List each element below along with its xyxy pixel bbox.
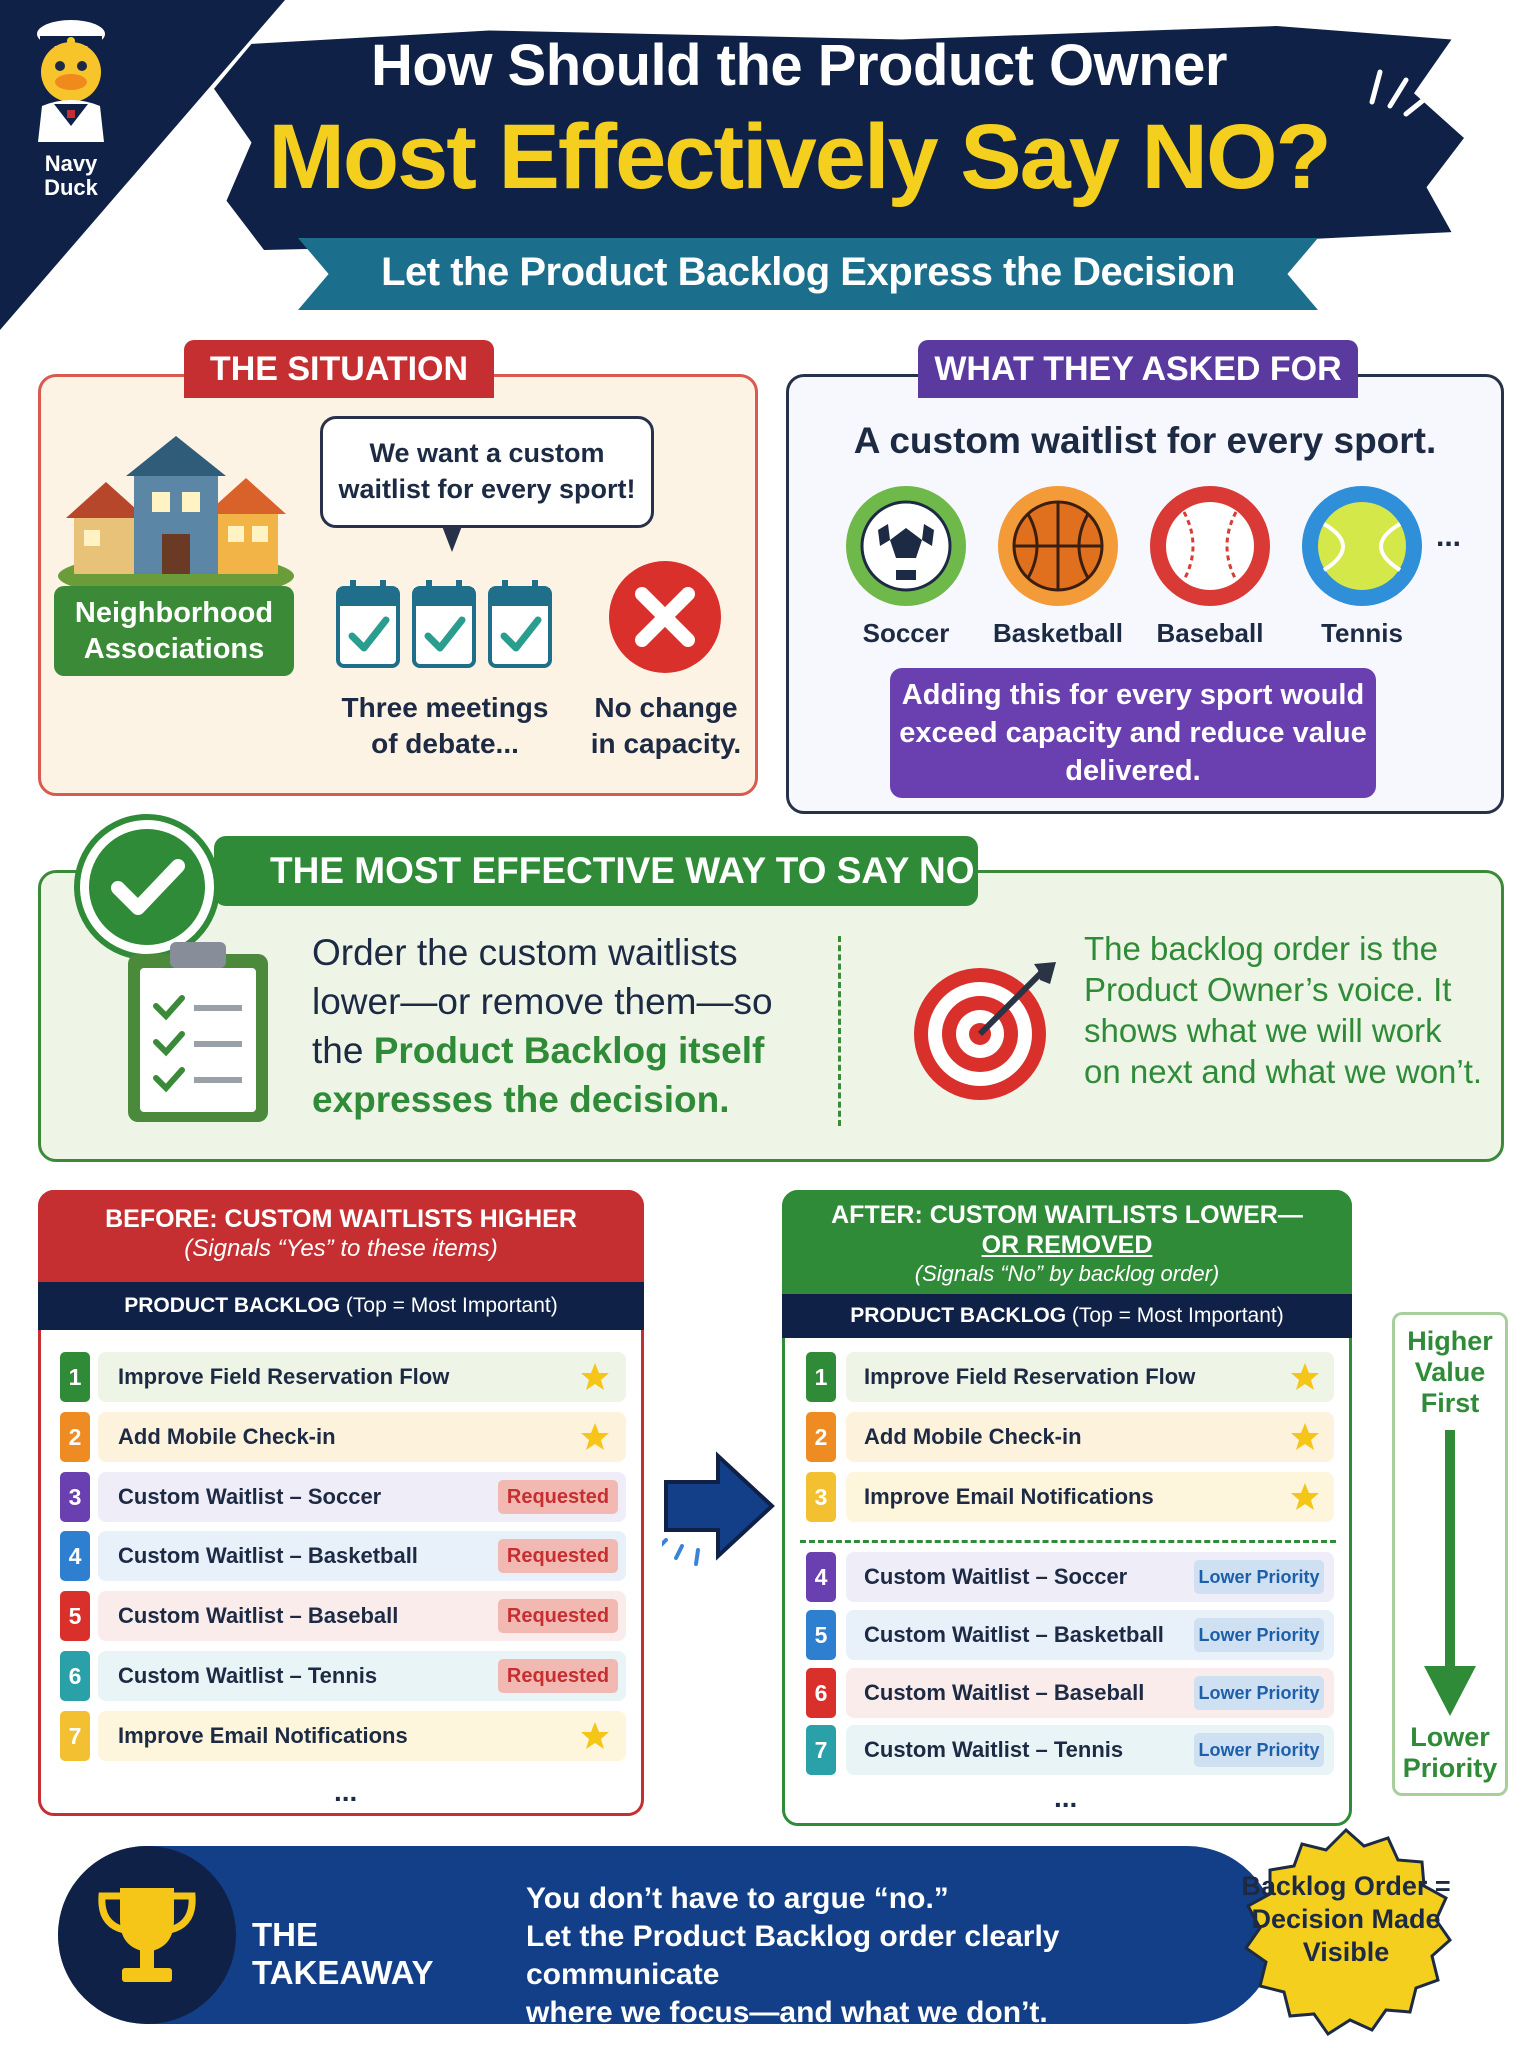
baseball-icon: [1148, 484, 1272, 608]
situation-tab: THE SITUATION: [184, 340, 494, 398]
backlog-item-label: Custom Waitlist – Soccer: [864, 1564, 1128, 1589]
rank-number: 7: [806, 1725, 836, 1775]
emphasis-burst-icon: [1362, 62, 1432, 122]
effective-tab: THE MOST EFFECTIVE WAY TO SAY NO: [214, 836, 978, 906]
takeaway-line2: Let the Product Backlog order clearly communicate: [526, 1920, 1060, 1991]
backlog-item-label: Custom Waitlist – Soccer: [118, 1484, 382, 1509]
priority-cut-divider: [800, 1540, 1336, 1543]
status-badge: Lower Priority: [1194, 1560, 1324, 1594]
asked-tab: WHAT THEY ASKED FOR: [918, 340, 1358, 398]
rank-number: 4: [60, 1531, 90, 1581]
effective-statement-bold: Product Backlog itself expresses the decision.: [312, 1030, 765, 1120]
star-icon: [1290, 1362, 1320, 1392]
calendar-check-icon: [488, 578, 552, 670]
status-badge: Requested: [498, 1659, 618, 1693]
after-backlog-bar: [782, 1294, 1352, 1338]
before-backlog-bar: [38, 1282, 644, 1330]
rank-number: 6: [806, 1668, 836, 1718]
rank-number: 3: [806, 1472, 836, 1522]
takeaway-line1: You don’t have to argue “no.”: [526, 1882, 949, 1915]
rank-number: 1: [806, 1352, 836, 1402]
rank-number: 2: [806, 1412, 836, 1462]
capacity-note: Adding this for every sport would exceed capacity and reduce value delivered.: [890, 668, 1376, 798]
request-speech-bubble: We want a custom waitlist for every sport!: [320, 416, 654, 528]
before-header: [38, 1190, 644, 1282]
check-circle-icon: [74, 814, 220, 960]
after-more-ellipsis: ...: [1054, 1782, 1078, 1813]
rank-number: 6: [60, 1651, 90, 1701]
speech-bubble-tail: [442, 526, 462, 552]
takeaway-text: [526, 1880, 1226, 2032]
duck-mascot-icon: [24, 14, 118, 144]
star-icon: [580, 1362, 610, 1392]
rank-number: 5: [806, 1610, 836, 1660]
star-icon: [580, 1422, 610, 1452]
page-title-line1: How Should the Product Owner: [371, 33, 1227, 98]
star-icon: [1290, 1482, 1320, 1512]
arrow-right-icon: [662, 1450, 776, 1568]
after-signal: (Signals “No” by backlog order): [914, 1261, 1220, 1286]
trophy-icon: [92, 1880, 202, 1990]
rank-number: 1: [60, 1352, 90, 1402]
status-badge: Lower Priority: [1194, 1733, 1324, 1767]
after-bar-bold: PRODUCT BACKLOG: [850, 1304, 1067, 1327]
backlog-item-label: Custom Waitlist – Basketball: [864, 1622, 1164, 1647]
arrow-down-icon: [1420, 1430, 1480, 1720]
neighborhood-associations-label: Neighborhood Associations: [54, 586, 294, 676]
seal-text: Backlog Order = Decision Made Visible: [1241, 1871, 1451, 1967]
rank-number: 5: [60, 1591, 90, 1641]
clipboard-icon: [124, 940, 272, 1126]
backlog-item-label: Add Mobile Check-in: [864, 1424, 1082, 1449]
status-badge: Lower Priority: [1194, 1618, 1324, 1652]
backlog-item-label: Improve Field Reservation Flow: [118, 1364, 450, 1389]
backlog-item-label: Custom Waitlist – Tennis: [118, 1663, 378, 1688]
backlog-item-label: Add Mobile Check-in: [118, 1424, 336, 1449]
calendar-check-icon: [412, 578, 476, 670]
page-subtitle: Let the Product Backlog Express the Decision: [381, 250, 1235, 294]
backlog-item-label: Custom Waitlist – Tennis: [864, 1737, 1124, 1762]
sport-label-soccer: Soccer: [862, 618, 950, 648]
effective-statement-plain: Order the custom waitlists lower—or remove them—so the: [312, 932, 773, 1071]
meetings-caption: Three meetings of debate...: [341, 692, 549, 759]
after-bar-rest: (Top = Most Important): [1066, 1304, 1284, 1327]
before-more-ellipsis: ...: [334, 1776, 358, 1807]
brand-name: Navy Duck: [44, 151, 98, 200]
rank-number: 2: [60, 1412, 90, 1462]
x-circle-icon: [606, 558, 724, 676]
page-title-line2: Most Effectively Say NO?: [268, 106, 1330, 208]
status-badge: Requested: [498, 1539, 618, 1573]
backlog-item-label: Improve Field Reservation Flow: [864, 1364, 1196, 1389]
status-badge: Requested: [498, 1599, 618, 1633]
backlog-voice-text: The backlog order is the Product Owner’s voice. It shows what we will work on next and what we won’t.: [1084, 930, 1483, 1090]
status-badge: Requested: [498, 1480, 618, 1514]
sport-label-tennis: Tennis: [1321, 618, 1403, 648]
effective-statement: [312, 928, 832, 1124]
takeaway-label: THE TAKEAWAY: [252, 1916, 434, 1991]
before-bar-bold: PRODUCT BACKLOG: [124, 1294, 341, 1317]
houses-icon: [56, 426, 296, 596]
status-badge: Lower Priority: [1194, 1676, 1324, 1710]
rank-number: 4: [806, 1552, 836, 1602]
backlog-item-label: Custom Waitlist – Baseball: [864, 1680, 1145, 1705]
asked-title: A custom waitlist for every sport.: [853, 420, 1437, 461]
target-icon: [910, 954, 1060, 1104]
after-title-line2: OR REMOVED: [981, 1231, 1153, 1259]
sport-label-basketball: Basketball: [992, 618, 1124, 648]
star-icon: [580, 1721, 610, 1751]
priority-bottom-label: Lower Priority: [1402, 1722, 1498, 1783]
before-title: BEFORE: CUSTOM WAITLISTS HIGHER: [105, 1205, 577, 1233]
more-sports-ellipsis: ...: [1436, 520, 1462, 553]
takeaway-line3: where we focus—and what we don’t.: [526, 1996, 1048, 2029]
star-icon: [1290, 1422, 1320, 1452]
soccer-ball-icon: [844, 484, 968, 608]
after-title-line1: AFTER: CUSTOM WAITLISTS LOWER—: [831, 1201, 1303, 1229]
rank-number: 3: [60, 1472, 90, 1522]
tennis-ball-icon: [1300, 484, 1424, 608]
after-header: [782, 1190, 1352, 1294]
before-signal: (Signals “Yes” to these items): [184, 1235, 498, 1262]
effective-divider: [838, 936, 841, 1126]
backlog-item-label: Improve Email Notifications: [118, 1723, 408, 1748]
backlog-item-label: Custom Waitlist – Basketball: [118, 1543, 418, 1568]
calendar-check-icon: [336, 578, 400, 670]
priority-top-label: Higher Value First: [1407, 1326, 1493, 1418]
capacity-caption: No change in capacity.: [590, 692, 742, 759]
backlog-item-label: Improve Email Notifications: [864, 1484, 1154, 1509]
backlog-item-label: Custom Waitlist – Baseball: [118, 1603, 399, 1628]
before-bar-rest: (Top = Most Important): [340, 1294, 558, 1317]
rank-number: 7: [60, 1711, 90, 1761]
sport-label-baseball: Baseball: [1156, 618, 1264, 648]
basketball-icon: [996, 484, 1120, 608]
